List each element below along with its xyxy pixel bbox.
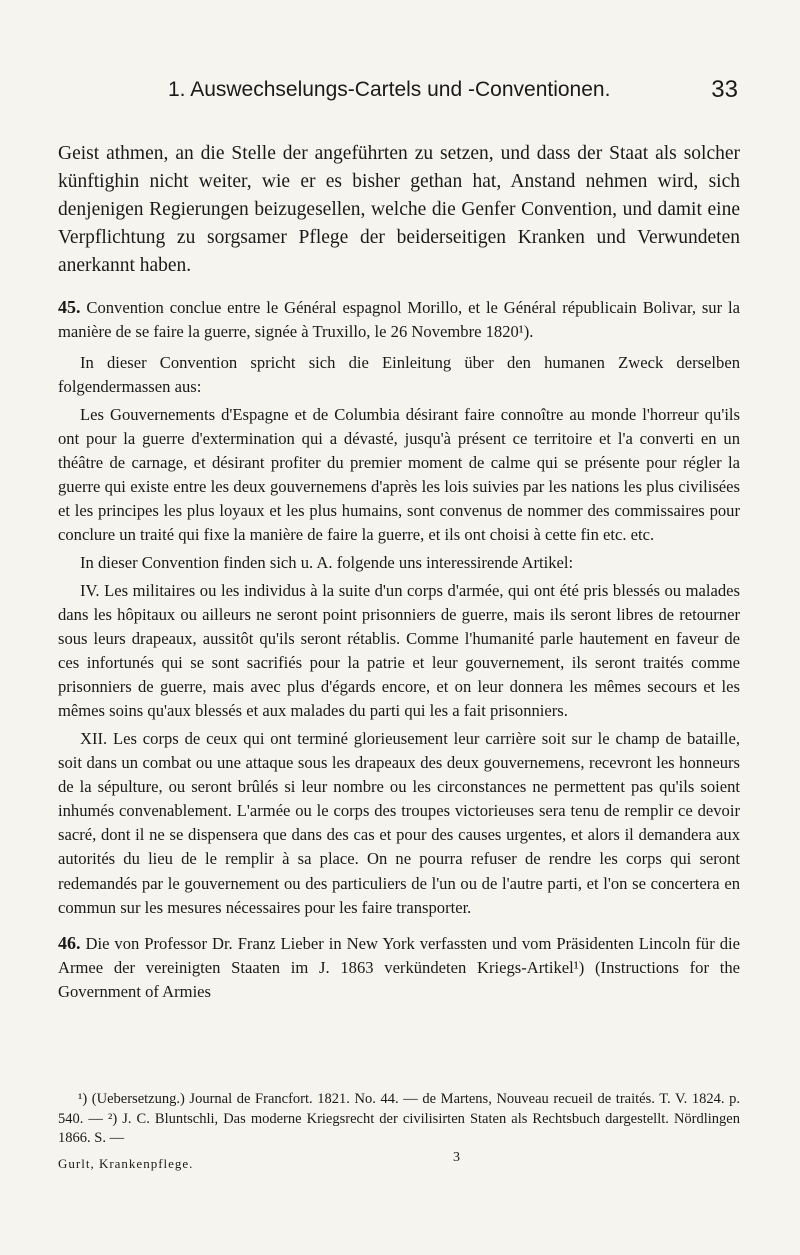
section-45-paragraph-3: In dieser Convention finden sich u. A. folgende uns interessirende Artikel: [80,552,574,572]
section-45-title: Convention conclue entre le Général espagnol Morillo, et le Général républicain Bolivar, sur la manière de se faire la guerre, signée à Truxillo, le 26 Novembre 1820¹). [58,298,740,342]
section-46-number: 46. [58,932,81,953]
section-45-paragraph-2: Les Gouvernements d'Espagne et de Columbia désirant faire connoître au monde l'horreur qu'ils ont pour la guerre d'extermination qui a dévasté, jusqu'à présent ce territoire et l'a converti en un théâtre de carnage, et désirant profiter du premier moment de calme qui se présente pour régler la guerre qui existe entre les deux gouvernemens d'après les lois suivies par les nations les plus civilisées et les principes les plus loyaux et les plus humains, sont convenus de nommer des commissaires pour conclure un traité qui fixe la manière de faire la guerre, et ils ont choisi à cette fin etc. etc. [58,404,740,544]
intro-paragraph: Geist athmen, an die Stelle der angeführten zu setzen, und dass der Staat als solcher künftighin nicht weiter, wie er es bisher gethan hat, Anstand nehmen wird, sich denjenigen Regierungen beizugesellen, welche die Genfer Convention, und damit eine Verpflichtung zu sorgsamer Pflege der beiderseitigen Kranken und Verwundeten anerkannt haben. [58,143,740,277]
page-number: 33 [711,76,738,103]
section-46-heading [58,930,740,1004]
footnotes [58,1090,740,1149]
signature-line [58,1150,740,1172]
running-header [0,78,800,108]
footnote-text: ¹) (Uebersetzung.) Journal de Francfort. 1821. No. 44. — de Martens, Nouveau recueil de traités. T. V. 1824. p. 540. — ²) J. C. Bluntschli, Das moderne Kriegsrecht der civilisirten Staten als Rechtsbuch dargestellt. Nördlingen 1866. S. — [58,1091,740,1147]
article-xii: XII. Les corps de ceux qui ont terminé glorieusement leur carrière soit sur le champ de bataille, soit dans un combat ou une attaque sous les drapeaux des deux gouvernemens, recevront les honneurs de la sépulture, ou seront brûlés si leur nombre ou les circonstances ne permettent pas qu'ils soient inhumés convenablement. L'armée ou le corps des troupes victorieuses sera tenu de remplir ce devoir sacré, dont il ne se dispensera que dans des cas et pour des causes urgentes, et alors il demandera aux autorités du lieu de le remplir à sa place. On ne pourra refuser de rendre les corps qui seront redemandés par le gouvernement ou des particuliers de l'un ou de l'autre parti, et l'on se concertera en commun sur les mesures nécessaires pour les faire transporter. [58,729,740,917]
section-45-number: 45. [58,297,81,318]
main-text [58,140,740,1010]
section-46-title: Die von Professor Dr. Franz Lieber in New York verfassten und vom Präsidenten Lincoln für die Armee der vereinigten Staaten im J. 1863 verkündeten Kriegs-Artikel¹) (Instructions for the Government of Armies [58,933,740,1001]
article-iv: IV. Les militaires ou les individus à la suite d'un corps d'armée, qui ont été pris blessés ou malades dans les hôpitaux ou ailleurs ne seront point prisonniers de guerre, mais ils seront libres de retourner sous leurs drapeaux, aussitôt qu'ils seront rétablis. Comme l'humanité parle hautement en faveur de ces infortunés qui se sont sacrifiés pour la patrie et leur gouvernement, ils seront traités comme prisonniers de guerre, mais avec plus d'égards encore, et on leur donnera les mêmes secours et les mêmes soins qu'aux blessés et aux malades du parti qui les a fait prisonniers. [58,580,740,721]
section-45-paragraph-1: In dieser Convention spricht sich die Einleitung über den humanen Zweck derselben folgendermassen aus: [58,352,740,396]
sheet-mark: 3 [453,1150,460,1165]
section-45-heading [58,294,740,344]
running-title: 1. Auswechselungs-Cartels und -Conventionen. [168,78,611,101]
signature-author: Gurlt, Krankenpflege. [58,1156,194,1171]
